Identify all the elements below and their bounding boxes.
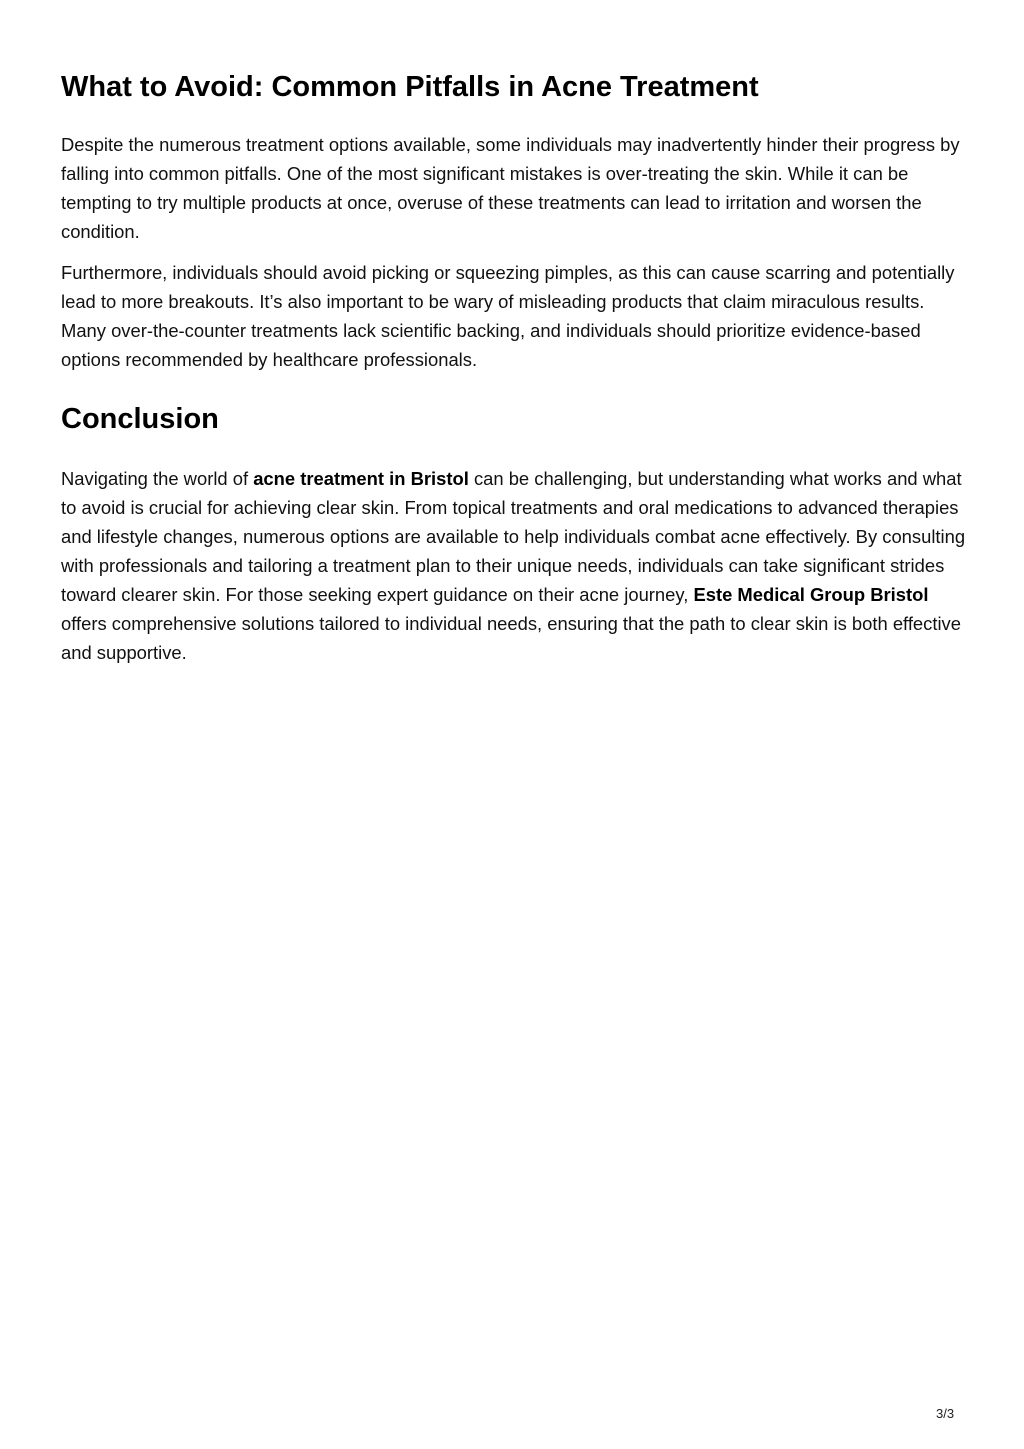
paragraph-pitfalls-overtreating: Despite the numerous treatment options available, some individuals may inadvertently hinder their progress by falling into common pitfalls. One of the most significant mistakes is over-treating the skin. While it can be tempting to try multiple products at once, overuse of these treatments can lead to irritation and worsen the condition. <box>61 134 960 242</box>
section-heading-what-to-avoid: What to Avoid: Common Pitfalls in Acne Treatment <box>61 71 759 103</box>
conclusion-text-3: offers comprehensive solutions tailored to individual needs, ensuring that the path to clear skin is both effective and supportive. <box>61 613 961 663</box>
conclusion-text-1: Navigating the world of <box>61 468 254 489</box>
document-page <box>61 68 966 679</box>
paragraph-conclusion <box>61 464 966 667</box>
conclusion-text-2: can be challenging, but understanding what works and what to avoid is crucial for achieving clear skin. From topical treatments and oral medications to advanced therapies and lifestyle changes, numerous options are available to help individuals combat acne effectively. By consulting with professionals and tailoring a treatment plan to their unique needs, individuals can take significant strides toward clearer skin. For those seeking expert guidance on their acne journey, <box>61 468 966 605</box>
page-number: 3/3 <box>936 1406 955 1421</box>
conclusion-bold-este-medical: Este Medical Group Bristol <box>693 584 929 605</box>
paragraph-pitfalls-picking: Furthermore, individuals should avoid picking or squeezing pimples, as this can cause scarring and potentially lead to more breakouts. It’s also important to be wary of misleading products that claim miraculous results. Many over-the-counter treatments lack scientific backing, and individuals should prioritize evidence-based options recommended by healthcare professionals. <box>61 262 955 370</box>
conclusion-bold-acne-treatment: acne treatment in Bristol <box>253 468 469 489</box>
section-heading-conclusion: Conclusion <box>61 403 219 435</box>
